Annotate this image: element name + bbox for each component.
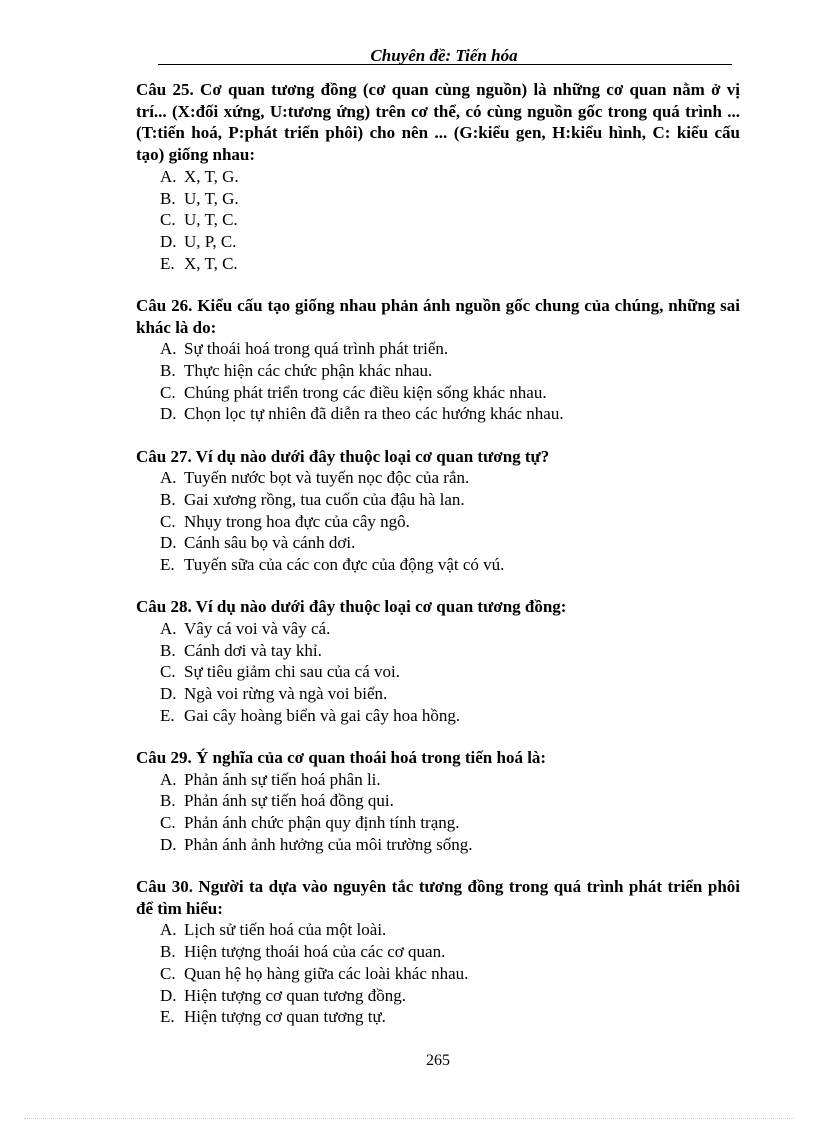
option-letter: B.: [160, 791, 176, 811]
answer-option: [136, 403, 740, 425]
page-header: [158, 44, 732, 65]
option-text: Phản ánh sự tiến hoá đồng qui.: [184, 791, 394, 811]
option-letter: C.: [160, 963, 176, 983]
question-stem: Câu 29. Ý nghĩa của cơ quan thoái hoá trong tiến hoá là:: [136, 747, 547, 767]
option-text: Ngà voi rừng và ngà voi biển.: [184, 684, 388, 704]
answer-option: [136, 231, 740, 253]
answer-option: [136, 919, 740, 941]
option-letter: B.: [160, 640, 176, 660]
answer-option: [136, 532, 740, 554]
option-text: Sự thoái hoá trong quá trình phát triển.: [184, 339, 449, 359]
option-letter: C.: [160, 511, 176, 531]
option-text: Hiện tượng thoái hoá của các cơ quan.: [184, 942, 446, 962]
option-letter: A.: [160, 166, 177, 186]
question-stem: Câu 25. Cơ quan tương đồng (cơ quan cùng nguồn) là những cơ quan nằm ở vị trí... (X:đối xứng, U:tương ứng) trên cơ thể, có cùng nguồn gốc trong quá trình ...(T:tiến hoá, P:phát triển phôi) cho nên ... (G:kiểu gen, H:kiểu hình, C: kiểu cấu tạo) giống nhau:: [136, 80, 740, 165]
question-stem: Câu 26. Kiểu cấu tạo giống nhau phản ánh nguồn gốc chung của chúng, những sai khác là do:: [136, 295, 740, 337]
option-letter: E.: [160, 1007, 175, 1027]
answer-option: [136, 489, 740, 511]
option-text: Chọn lọc tự nhiên đã diễn ra theo các hướng khác nhau.: [184, 404, 564, 424]
option-text: Sự tiêu giảm chi sau của cá voi.: [184, 662, 400, 682]
option-letter: D.: [160, 684, 177, 704]
option-text: Gai xương rồng, tua cuốn của đậu hà lan.: [184, 489, 465, 509]
option-text: U, T, C.: [184, 210, 238, 230]
answer-options: [136, 769, 740, 856]
answer-options: [136, 919, 740, 1028]
answer-options: [136, 338, 740, 425]
answer-option: [136, 382, 740, 404]
option-letter: B.: [160, 360, 176, 380]
question-25: [136, 79, 740, 274]
option-text: Cánh dơi và tay khỉ.: [184, 640, 322, 660]
option-text: Cánh sâu bọ và cánh dơi.: [184, 533, 356, 553]
question-list: [136, 79, 740, 1048]
question-26: [136, 295, 740, 425]
option-letter: E.: [160, 555, 175, 575]
option-text: Lịch sử tiến hoá của một loài.: [184, 920, 387, 940]
answer-option: [136, 941, 740, 963]
answer-option: [136, 360, 740, 382]
answer-option: [136, 467, 740, 489]
option-letter: A.: [160, 618, 177, 638]
question-30: [136, 876, 740, 1028]
option-letter: B.: [160, 942, 176, 962]
option-letter: D.: [160, 533, 177, 553]
answer-option: [136, 705, 740, 727]
option-letter: A.: [160, 920, 177, 940]
option-letter: D.: [160, 231, 177, 251]
question-29: [136, 747, 740, 856]
answer-option: [136, 769, 740, 791]
header-title: Chuyên đề: Tiến hóa: [370, 46, 518, 65]
answer-option: [136, 834, 740, 856]
answer-option: [136, 683, 740, 705]
answer-option: [136, 661, 740, 683]
option-text: Phản ánh ảnh hưởng của môi trường sống.: [184, 834, 473, 854]
page-bottom-divider: [24, 1118, 794, 1119]
option-letter: D.: [160, 985, 177, 1005]
option-text: Gai cây hoàng biển và gai cây hoa hồng.: [184, 705, 461, 725]
answer-option: [136, 338, 740, 360]
answer-options: [136, 618, 740, 727]
option-letter: E.: [160, 705, 175, 725]
answer-option: [136, 166, 740, 188]
option-text: Thực hiện các chức phận khác nhau.: [184, 360, 433, 380]
answer-option: [136, 985, 740, 1007]
question-stem: Câu 28. Ví dụ nào dưới đây thuộc loại cơ quan tương đồng:: [136, 597, 567, 617]
question-stem: Câu 27. Ví dụ nào dưới đây thuộc loại cơ quan tương tự?: [136, 446, 550, 466]
option-text: Phản ánh sự tiến hoá phân li.: [184, 769, 381, 789]
option-text: U, P, C.: [184, 231, 237, 251]
option-text: Chúng phát triển trong các điều kiện sống khác nhau.: [184, 382, 547, 402]
option-letter: C.: [160, 210, 176, 230]
option-letter: A.: [160, 468, 177, 488]
answer-option: [136, 511, 740, 533]
option-text: Tuyến sữa của các con đực của động vật có vú.: [184, 555, 505, 575]
page-number: 265: [426, 1052, 450, 1069]
answer-option: [136, 812, 740, 834]
answer-option: [136, 640, 740, 662]
option-letter: E.: [160, 253, 175, 273]
option-letter: C.: [160, 813, 176, 833]
option-text: X, T, C.: [184, 253, 238, 273]
option-letter: C.: [160, 662, 176, 682]
option-letter: D.: [160, 834, 177, 854]
option-letter: C.: [160, 382, 176, 402]
answer-option: [136, 188, 740, 210]
answer-options: [136, 166, 740, 275]
option-letter: D.: [160, 404, 177, 424]
answer-option: [136, 253, 740, 275]
answer-option: [136, 790, 740, 812]
option-letter: B.: [160, 188, 176, 208]
answer-option: [136, 1006, 740, 1028]
answer-option: [136, 618, 740, 640]
option-text: X, T, G.: [184, 166, 239, 186]
question-27: [136, 446, 740, 576]
option-text: Quan hệ họ hàng giữa các loài khác nhau.: [184, 963, 469, 983]
answer-option: [136, 209, 740, 231]
option-text: Vây cá voi và vây cá.: [184, 618, 331, 638]
option-text: Hiện tượng cơ quan tương đồng.: [184, 985, 406, 1005]
option-letter: A.: [160, 339, 177, 359]
option-text: Tuyến nước bọt và tuyến nọc độc của rắn.: [184, 468, 470, 488]
option-text: Nhụy trong hoa đực của cây ngô.: [184, 511, 410, 531]
option-text: U, T, G.: [184, 188, 239, 208]
answer-option: [136, 963, 740, 985]
option-letter: A.: [160, 769, 177, 789]
option-letter: B.: [160, 489, 176, 509]
answer-option: [136, 554, 740, 576]
question-28: [136, 596, 740, 726]
answer-options: [136, 467, 740, 576]
option-text: Phản ánh chức phận quy định tính trạng.: [184, 813, 460, 833]
option-text: Hiện tượng cơ quan tương tự.: [184, 1007, 386, 1027]
question-stem: Câu 30. Người ta dựa vào nguyên tắc tương đồng trong quá trình phát triển phôi để tìm hiểu:: [136, 877, 740, 918]
